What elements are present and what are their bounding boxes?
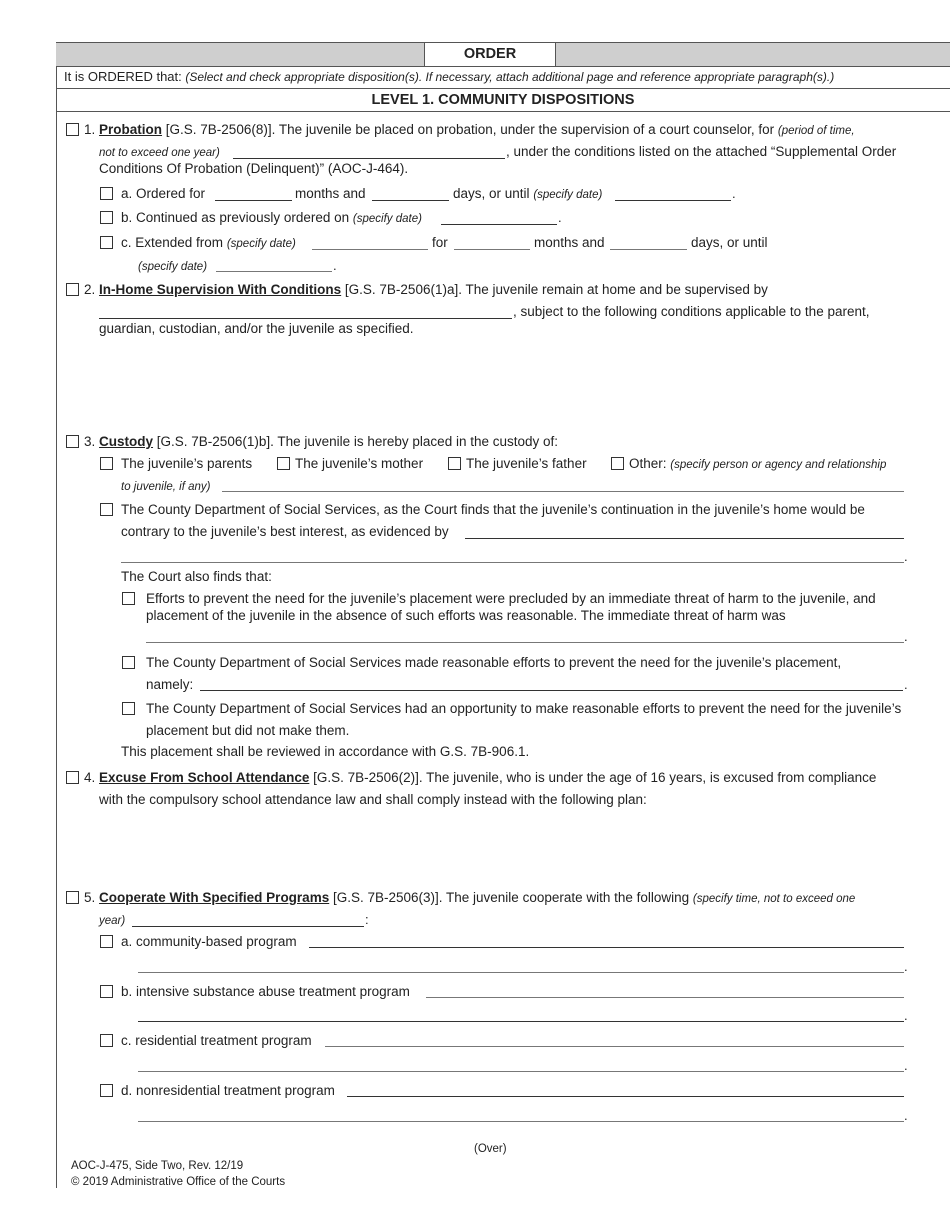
ordered-months-field[interactable] xyxy=(215,200,292,201)
item1-line3: Conditions Of Probation (Delinquent)” (AOC-J-464). xyxy=(99,161,409,176)
custody-parents-label: The juvenile’s parents xyxy=(121,456,253,471)
finding1-line1: Efforts to prevent the need for the juvenile’s placement were precluded by an immediate threat of harm to the juvenile, and xyxy=(146,591,876,606)
item1c-note2: (specify date) xyxy=(138,261,208,273)
probation-period-field[interactable] xyxy=(233,158,505,159)
item1b: b. Continued as previously ordered on (specify date) xyxy=(121,210,422,225)
excuse-school-checkbox[interactable] xyxy=(66,771,79,784)
reasonable-efforts-field[interactable] xyxy=(200,690,903,691)
nonresidential-program-field-2[interactable] xyxy=(138,1121,904,1122)
item1c-p4: days, or until xyxy=(691,235,768,250)
community-program-field-2[interactable] xyxy=(138,972,904,973)
custody-checkbox[interactable] xyxy=(66,435,79,448)
item1a-p2: months and xyxy=(295,186,366,201)
probation-ordered-checkbox[interactable] xyxy=(100,187,113,200)
item1-line2a: not to exceed one year) xyxy=(99,147,220,159)
custody-father-label: The juvenile’s father xyxy=(466,456,587,471)
supervisor-field[interactable] xyxy=(99,318,512,319)
item1-line2b: , under the conditions listed on the attached “Supplemental Order xyxy=(506,144,897,159)
extended-months-field[interactable] xyxy=(454,249,530,250)
item1c-p3: months and xyxy=(534,235,605,250)
finding1-line2: placement of the juvenile in the absence of such efforts was reasonable. The immediate threat of harm was xyxy=(146,608,786,623)
custody-other-note2: to juvenile, if any) xyxy=(121,481,211,493)
finding3-line1: The County Department of Social Services had an opportunity to make reasonable efforts to prevent the need for the juvenile’s xyxy=(146,701,902,716)
dss-evidence-field[interactable] xyxy=(465,538,904,539)
item2-line3: guardian, custodian, and/or the juvenile as specified. xyxy=(99,321,414,336)
item2-line1: 2. In-Home Supervision With Conditions [G.S. 7B-2506(1)a]. The juvenile remain at home and be supervised by xyxy=(84,282,768,297)
placement-review: This placement shall be reviewed in accordance with G.S. 7B-906.1. xyxy=(121,744,530,759)
item5-line1: 5. Cooperate With Specified Programs [G.S. 7B-2506(3)]. The juvenile cooperate with the following (specify time, not to exceed one xyxy=(84,890,856,905)
nonresidential-program-field[interactable] xyxy=(347,1096,904,1097)
ordered-days-field[interactable] xyxy=(372,200,449,201)
item1a-p1: a. Ordered for xyxy=(121,186,206,201)
finding-reasonable-efforts-checkbox[interactable] xyxy=(122,656,135,669)
continued-date-field[interactable] xyxy=(441,224,557,225)
item1c-p2: for xyxy=(432,235,448,250)
finding-opportunity-checkbox[interactable] xyxy=(122,702,135,715)
community-program-checkbox[interactable] xyxy=(100,935,113,948)
copyright: © 2019 Administrative Office of the Courts xyxy=(71,1176,286,1188)
order-title: ORDER xyxy=(424,43,556,66)
residential-program-field-2[interactable] xyxy=(138,1071,904,1072)
nonresidential-program-label: d. nonresidential treatment program xyxy=(121,1083,335,1098)
over-note: (Over) xyxy=(474,1143,507,1155)
community-program-field[interactable] xyxy=(309,947,904,948)
custody-parents-checkbox[interactable] xyxy=(100,457,113,470)
custody-other-field[interactable] xyxy=(222,491,904,492)
custody-dss-checkbox[interactable] xyxy=(100,503,113,516)
item1c-p1: c. Extended from (specify date) xyxy=(121,235,296,250)
custody-mother-label: The juvenile’s mother xyxy=(295,456,424,471)
program-time-field[interactable] xyxy=(132,926,364,927)
cooperate-programs-checkbox[interactable] xyxy=(66,891,79,904)
probation-continued-checkbox[interactable] xyxy=(100,211,113,224)
item1a-p3: days, or until (specify date) xyxy=(453,186,603,201)
residential-program-checkbox[interactable] xyxy=(100,1034,113,1047)
extended-until-date-field[interactable] xyxy=(216,271,332,272)
item5-line2: year) xyxy=(99,915,126,927)
probation-extended-checkbox[interactable] xyxy=(100,236,113,249)
form-number: AOC-J-475, Side Two, Rev. 12/19 xyxy=(71,1160,244,1172)
custody-other-label: Other: (specify person or agency and relationship xyxy=(629,456,887,471)
community-program-label: a. community-based program xyxy=(121,934,297,949)
level-title: LEVEL 1. COMMUNITY DISPOSITIONS xyxy=(56,88,950,112)
custody-mother-checkbox[interactable] xyxy=(277,457,290,470)
ordered-until-date-field[interactable] xyxy=(615,200,731,201)
item4-line2: with the compulsory school attendance law and shall comply instead with the following plan: xyxy=(99,792,647,807)
court-finds-label: The Court also finds that: xyxy=(121,569,272,584)
nonresidential-program-checkbox[interactable] xyxy=(100,1084,113,1097)
substance-abuse-program-label: b. intensive substance abuse treatment program xyxy=(121,984,410,999)
dss-evidence-field-2[interactable] xyxy=(121,562,904,563)
dss-line2: contrary to the juvenile’s best interest, as evidenced by xyxy=(121,524,449,539)
extended-days-field[interactable] xyxy=(610,249,687,250)
item3-line1: 3. Custody [G.S. 7B-2506(1)b]. The juvenile is hereby placed in the custody of: xyxy=(84,434,559,449)
intro-line: It is ORDERED that: (Select and check appropriate disposition(s). If necessary, attach additional page and reference appropriate paragraph(s).) xyxy=(64,69,835,84)
in-home-supervision-checkbox[interactable] xyxy=(66,283,79,296)
immediate-threat-field[interactable] xyxy=(146,642,904,643)
substance-abuse-program-field[interactable] xyxy=(426,997,904,998)
item4-line1: 4. Excuse From School Attendance [G.S. 7B-2506(2)]. The juvenile, who is under the age of 16 years, is excused from compliance xyxy=(84,770,877,785)
finding2-line2: namely: xyxy=(146,677,194,692)
item1-line1: 1. Probation [G.S. 7B-2506(8)]. The juvenile be placed on probation, under the supervision of a court counselor, for (period of time, xyxy=(84,122,855,137)
finding2-line1: The County Department of Social Services made reasonable efforts to prevent the need for the juvenile’s placement, xyxy=(146,655,842,670)
substance-abuse-program-field-2[interactable] xyxy=(138,1021,904,1022)
item2-line2: , subject to the following conditions applicable to the parent, xyxy=(513,304,870,319)
custody-father-checkbox[interactable] xyxy=(448,457,461,470)
finding3-line2: placement but did not make them. xyxy=(146,723,350,738)
order-header xyxy=(56,42,950,67)
custody-other-checkbox[interactable] xyxy=(611,457,624,470)
substance-abuse-program-checkbox[interactable] xyxy=(100,985,113,998)
finding-immediate-threat-checkbox[interactable] xyxy=(122,592,135,605)
probation-checkbox[interactable] xyxy=(66,123,79,136)
extended-from-date-field[interactable] xyxy=(312,249,428,250)
residential-program-label: c. residential treatment program xyxy=(121,1033,312,1048)
dss-line1: The County Department of Social Services, as the Court finds that the juvenile’s continuation in the juvenile’s home would be xyxy=(121,502,865,517)
residential-program-field[interactable] xyxy=(325,1046,904,1047)
